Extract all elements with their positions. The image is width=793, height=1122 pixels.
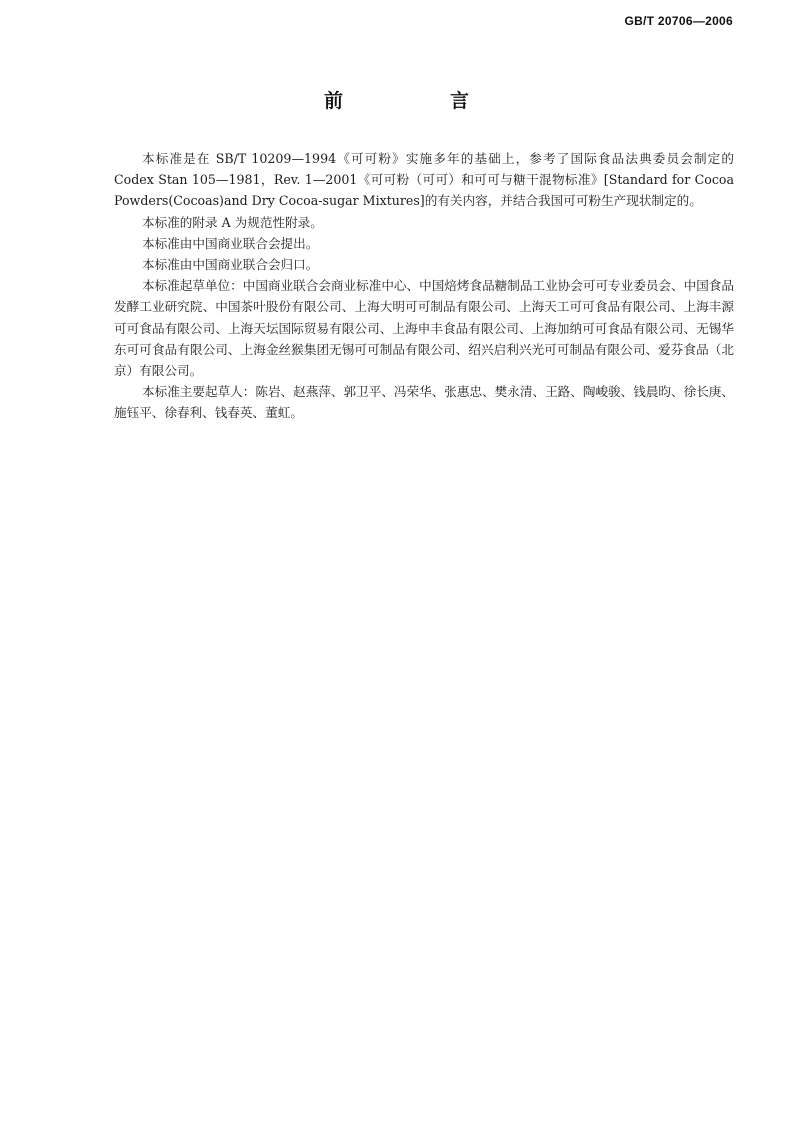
paragraph-appendix: 本标准的附录 A 为规范性附录。 (142, 214, 323, 230)
paragraph-centralized: 本标准由中国商业联合会归口。 (142, 257, 319, 273)
foreword-body (114, 148, 734, 424)
paragraph-basis: 本标准是在 SB/T 10209—1994《可可粉》实施多年的基础上，参考了国际食品法典委员会制定的 Codex Stan 105—1981，Rev. 1—2001《可可粉（可可）和可可与糖干混物标准》[Standard for Cocoa Powders(Cocoas)and Dry Cocoa-sugar Mixtures]的有关内容，并结合我国可可粉生产现状制定的。 (114, 151, 734, 209)
standard-code: GB/T 20706—2006 (624, 14, 733, 28)
paragraph-proposer: 本标准由中国商业联合会提出。 (142, 235, 319, 251)
paragraph-drafting-units: 本标准起草单位：中国商业联合会商业标准中心、中国焙烤食品糖制品工业协会可可专业委员会、中国食品发酵工业研究院、中国茶叶股份有限公司、上海大明可可制品有限公司、上海天工可可食品有限公司、上海丰源可可食品有限公司、上海天坛国际贸易有限公司、上海申丰食品有限公司、上海加纳可可食品有限公司、无锡华东可可食品有限公司、上海金丝猴集团无锡可可制品有限公司、绍兴启利兴光可可制品有限公司、爱芬食品（北京）有限公司。 (114, 278, 734, 379)
page-title: 前 言 (323, 90, 513, 112)
paragraph-drafters: 本标准主要起草人：陈岩、赵燕萍、郭卫平、冯荣华、张惠忠、樊永清、王路、陶峻骏、钱晨昀、徐长庚、施钰平、徐春利、钱春英、董虹。 (114, 384, 734, 421)
